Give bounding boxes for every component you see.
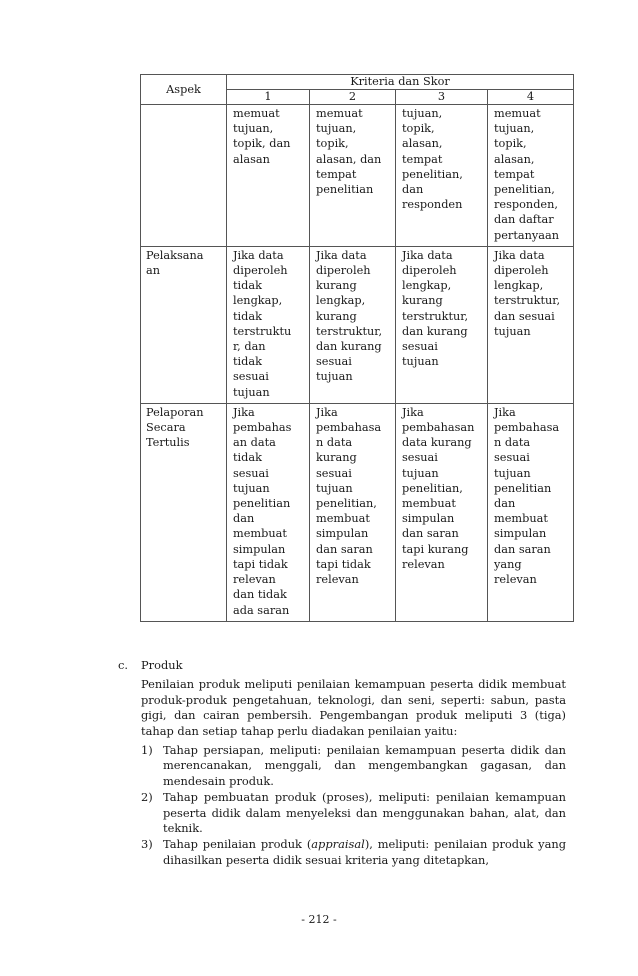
numbered-list — [141, 743, 566, 868]
rubric-table — [140, 74, 574, 622]
list-text-before: Tahap penilaian produk ( — [163, 837, 312, 852]
table-row — [141, 246, 574, 403]
list-text-after: ), meliputi: penilaian produk yang dihasilkan peserta didik sesuai kriteria yang ditetapkan, — [163, 837, 566, 867]
header-aspek: Aspek — [141, 75, 227, 105]
list-text: Tahap persiapan, meliputi: penilaian kemampuan peserta didik dan merencanakan, menggali, dan mengembangkan gagasan, dan mendesain produk. — [163, 743, 566, 788]
list-text — [163, 837, 566, 868]
aspect-cell — [141, 105, 227, 247]
section-paragraph: Penilaian produk meliputi penilaian kemampuan peserta didik membuat produk-produk pengetahuan, teknologi, dan seni, seperti: sabun, pasta gigi, dan cairan pembersih. Pengembangan produk meliputi 3 (tiga) tahap dan setiap tahap perlu diadakan penilaian yaitu: — [141, 677, 566, 738]
list-text-italic: appraisal — [311, 837, 365, 852]
list-number: 3) — [141, 837, 153, 852]
aspect-cell: Pelaporan Secara Tertulis — [141, 403, 227, 621]
list-text: Tahap pembuatan produk (proses), meliputi: penilaian kemampuan peserta didik dalam menyeleksi dan menggunakan bahan, alat, dan teknik. — [163, 790, 566, 836]
criteria-cell: memuat tujuan, topik, dan alasan — [227, 105, 310, 247]
list-item — [141, 743, 566, 789]
score-header: 3 — [396, 90, 488, 105]
criteria-cell: Jika data diperoleh tidak lengkap, tidak terstruktu r, dan tidak sesuai tujuan — [227, 246, 310, 403]
section-heading — [118, 658, 566, 673]
score-header: 1 — [227, 90, 310, 105]
criteria-cell: Jika data diperoleh lengkap, terstruktur, dan sesuai tujuan — [488, 246, 574, 403]
criteria-cell: tujuan, topik, alasan, tempat penelitian, dan responden — [396, 105, 488, 247]
score-header: 2 — [310, 90, 396, 105]
score-header: 4 — [488, 90, 574, 105]
criteria-cell: Jika pembahas an data tidak sesuai tujuan penelitian dan membuat simpulan tapi tidak relevan dan tidak ada saran — [227, 403, 310, 621]
list-item — [141, 790, 566, 836]
header-kriteria: Kriteria dan Skor — [227, 75, 574, 90]
table-row — [141, 105, 574, 247]
aspect-cell: Pelaksana an — [141, 246, 227, 403]
criteria-cell: Jika pembahasa n data sesuai tujuan penelitian dan membuat simpulan dan saran yang relevan — [488, 403, 574, 621]
list-number: 2) — [141, 790, 153, 805]
criteria-cell: Jika pembahasan data kurang sesuai tujuan penelitian, membuat simpulan dan saran tapi kurang relevan — [396, 403, 488, 621]
criteria-cell: Jika data diperoleh lengkap, kurang terstruktur, dan kurang sesuai tujuan — [396, 246, 488, 403]
criteria-cell: Jika pembahasa n data kurang sesuai tujuan penelitian, membuat simpulan dan saran tapi tidak relevan — [310, 403, 396, 621]
table-header-row — [141, 75, 574, 90]
criteria-cell: memuat tujuan, topik, alasan, tempat penelitian, responden, dan daftar pertanyaan — [488, 105, 574, 247]
section-title: Produk — [141, 658, 183, 672]
section-produk — [118, 658, 566, 869]
list-number: 1) — [141, 743, 153, 758]
section-letter: c. — [118, 658, 129, 672]
criteria-cell: memuat tujuan, topik, alasan, dan tempat penelitian — [310, 105, 396, 247]
table-row — [141, 403, 574, 621]
page-number: - 212 - — [301, 913, 337, 926]
list-item — [141, 837, 566, 868]
criteria-cell: Jika data diperoleh kurang lengkap, kurang terstruktur, dan kurang sesuai tujuan — [310, 246, 396, 403]
